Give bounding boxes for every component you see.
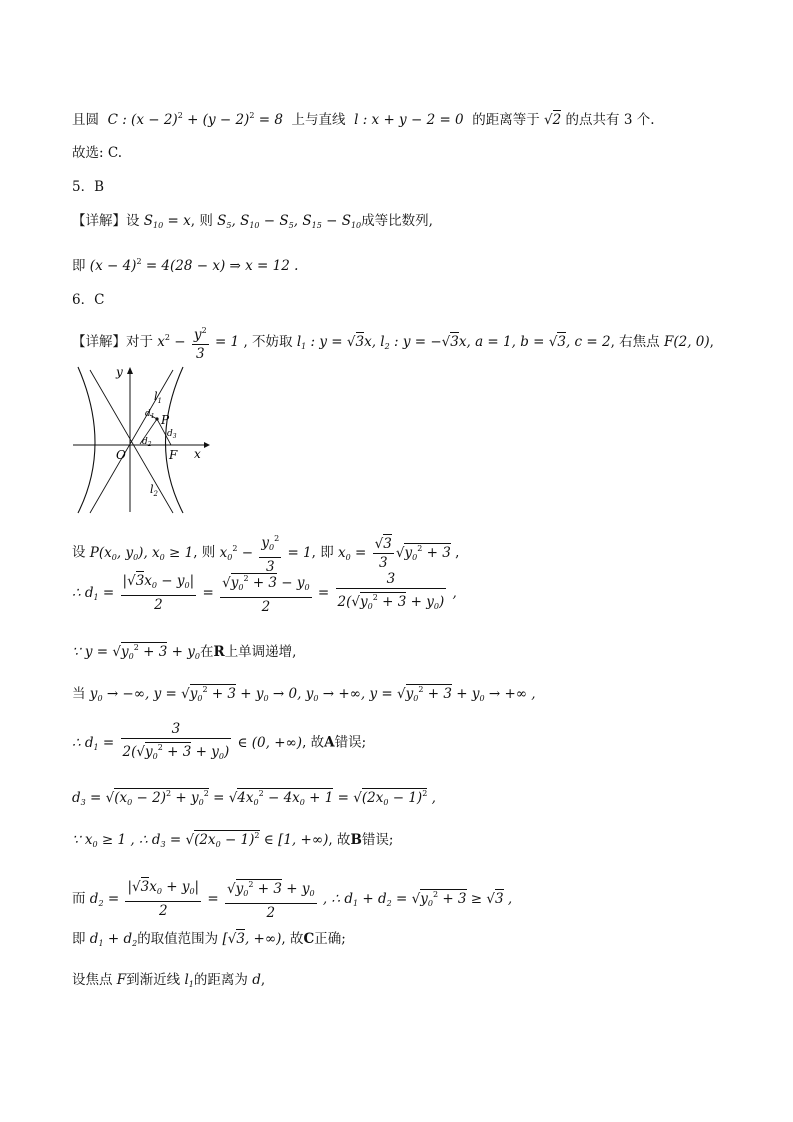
text-segment: 对于 xyxy=(126,334,153,350)
text-segment: 且圆 xyxy=(72,112,99,128)
math-expression: $S_{10} = x$ xyxy=(143,213,191,230)
text-segment: 错误; xyxy=(361,832,394,848)
origin-label: O xyxy=(116,448,126,462)
text-segment: 的点共有 3 个. xyxy=(565,112,655,128)
answer-line: 故选: C. xyxy=(72,145,122,161)
circle-line-statement xyxy=(72,106,655,130)
text-segment: , 不妨取 xyxy=(243,334,293,350)
question-6-heading: 6．C xyxy=(72,292,105,308)
y-axis-arrow xyxy=(127,367,133,374)
math-expression: $(x - 4)^2 = 4(28 - x)$ ⇒ x = 12 . xyxy=(89,257,299,274)
text-segment: , 则 xyxy=(193,544,216,561)
text-segment: 在 xyxy=(199,644,214,660)
math-expression: ∵ $x_0 \ge 1$ , ∴ $d_3 = √(2x_0 - 1)^2$ ∈ [1, +∞) xyxy=(72,831,329,849)
math-expression: $l_1$ xyxy=(184,972,194,989)
math-expression: ∴ $d_1$ = $\frac{|√3x_0 - y_0|}{2}$ = $\frac{√y_0^2 + 3 - y_0}{2}$ = $\frac{3}{2(√y_0^2 + 3 + y_0)}$ , xyxy=(72,571,457,615)
d3-range xyxy=(72,826,393,855)
x-axis-arrow xyxy=(204,442,210,448)
hyperbola-left-branch xyxy=(78,367,95,513)
math-expression: $d_2$ = $\frac{|√3x_0 + y_0|}{2}$ = $\frac{√y_0^2 + 3 + y_0}{2}$ , ∴ $d_1 + d_2 = √y_0^2 + 3 \ge √3$ , xyxy=(90,891,512,907)
text-segment: , 故 xyxy=(328,832,351,848)
text-segment: 即 xyxy=(72,931,86,947)
point-setup: 设 $P(x_0$, $y_0$), $x_0 \ge 1$, 则 $x_0^2$ − $\frac{y_0^2}{3}$ = 1, 即 $x_0$ = $\frac{√3}{3}$ $√y_0^2 + 3$ , xyxy=(72,530,459,576)
focus-label: F xyxy=(169,448,178,462)
text-segment: 的距离为 xyxy=(193,972,248,988)
point-p xyxy=(155,417,158,420)
real-set-symbol: R xyxy=(213,644,225,660)
math-expression: [√3, +∞) xyxy=(222,931,282,947)
question-5-heading: 5．B xyxy=(72,179,105,195)
q6-detail: 【详解】对于 $x^2$ − $\frac{y^2}{3}$ = 1 , 不妨取 $l_1$ : y = √3x, $l_2$ : y = −√3x, a = 1, b = √3, c = 2, 右焦点 F(2, 0), xyxy=(72,322,714,363)
math-expression: d xyxy=(252,972,261,988)
text-segment: , 故 xyxy=(302,734,325,751)
option-label: A xyxy=(324,734,335,751)
text-segment: 当 xyxy=(72,686,86,702)
text-segment: , 则 xyxy=(190,213,213,229)
math-expression: $S_5$, $S_{10} - S_5$, $S_{15} - S_{10}$ xyxy=(217,213,362,230)
d2-expression xyxy=(72,876,512,922)
sum-range xyxy=(72,929,346,954)
d1-range xyxy=(72,720,366,766)
text-segment: 正确; xyxy=(314,931,346,947)
hyperbola-figure xyxy=(68,362,218,514)
detail-tag: 【详解】 xyxy=(72,213,126,229)
l2-label: $l_2$ xyxy=(150,483,158,498)
math-expression: $x^2$ − $\frac{y^2}{3}$ = 1 xyxy=(157,334,239,350)
math-expression: F(2, 0) xyxy=(663,334,710,350)
focus-distance-setup xyxy=(72,970,265,995)
text-segment: , xyxy=(260,972,266,988)
text-segment: 设焦点 xyxy=(72,972,113,988)
math-expression: √2 xyxy=(544,112,562,128)
limits-statement xyxy=(72,680,536,709)
text-segment: 上单调递增, xyxy=(224,644,297,660)
text-segment: 而 xyxy=(72,890,86,907)
x-label: x xyxy=(194,447,201,461)
option-label: B xyxy=(350,832,362,848)
text-segment: 设 xyxy=(126,213,140,229)
detail-tag: 【详解】 xyxy=(72,334,126,350)
text-segment: , 右焦点 xyxy=(610,334,660,350)
math-expression: $x_0^2$ − $\frac{y_0^2}{3}$ = 1 xyxy=(220,545,312,561)
math-expression: C : $(x - 2)^2 + (y - 2)^2 = 8$ xyxy=(103,111,288,128)
text-segment: 的取值范围为 xyxy=(137,931,219,947)
text-segment: 即 xyxy=(72,258,86,274)
text-segment: 上与直线 xyxy=(291,112,346,128)
q5-detail xyxy=(72,211,433,236)
text-segment: , 故 xyxy=(281,931,304,947)
text-segment: 成等比数列, xyxy=(361,213,433,229)
d1-expression xyxy=(72,570,457,616)
text-segment: , 即 xyxy=(311,544,334,561)
math-expression: $d_1 + d_2$ xyxy=(89,931,138,948)
p-label: P xyxy=(161,413,170,427)
d1-label: $d_1$ xyxy=(145,409,155,420)
text-segment: 到渐近线 xyxy=(126,972,181,988)
math-expression: F xyxy=(116,972,127,988)
d3-expression xyxy=(72,784,436,813)
math-expression: $d_3 = √(x_0 - 2)^2 + y_0^2 = √4x_0^2 - 4x_0 + 1 = √(2x_0 - 1)^2$ , xyxy=(72,789,436,807)
q5-equation xyxy=(72,252,298,276)
math-expression: ∴ $d_1$ = $\frac{3}{2(√y_0^2 + 3 + y_0)}$ ∈ (0, +∞) xyxy=(72,721,303,761)
option-label: C xyxy=(303,931,315,947)
text-segment: 错误; xyxy=(334,734,367,751)
d3-label: $d_3$ xyxy=(167,429,177,440)
math-expression: $P(x_0$, $y_0$), $x_0 \ge 1$ xyxy=(89,544,194,562)
math-expression: $l_1$ : y = √3x, $l_2$ : y = −√3x, a = 1, b = √3, c = 2 xyxy=(296,334,611,351)
monotonic-statement xyxy=(72,638,296,667)
math-expression: l : x + y − 2 = 0 xyxy=(349,112,468,128)
math-expression: ∵ $y = √y_0^2 + 3 + y_0$ xyxy=(72,643,200,661)
math-expression: $y_0$ → −∞, $y = √y_0^2 + 3 + y_0 \to 0$, $y_0$ → +∞, $y = √y_0^2 + 3 + y_0$ → +∞ , xyxy=(89,685,536,703)
d2-label: $d_2$ xyxy=(142,437,152,448)
y-label: y xyxy=(116,365,123,379)
math-expression: $x_0$ = $\frac{√3}{3}$ $√y_0^2 + 3$ xyxy=(338,535,451,571)
text-segment: 设 xyxy=(72,544,86,561)
l1-label: $l_1$ xyxy=(154,390,162,405)
text-segment: 的距离等于 xyxy=(472,112,540,128)
